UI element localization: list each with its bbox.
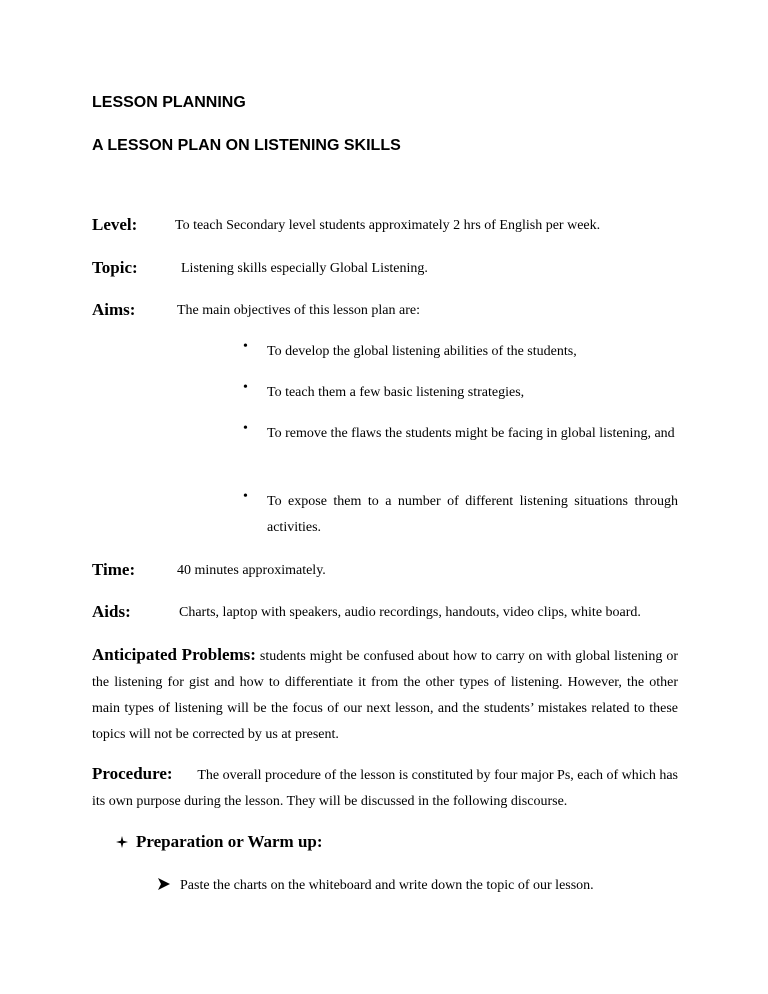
aims-bullet (243, 339, 678, 365)
aims-bullet (243, 380, 678, 406)
anticipated-problems-text: students might be confused about how to carry on with global listening or the listening for gist and how to differentiate it from the other types of listening. However, the other main types of listening will be the focus of our next lesson, and the students’ mistakes related to these topics will not be corrected by us at present. (92, 649, 678, 742)
aims-bullet (243, 489, 678, 541)
preparation-heading (116, 832, 323, 852)
topic-value: Listening skills especially Global Listening. (181, 261, 428, 276)
topic-label: Topic: (92, 258, 138, 277)
anticipated-problems-label: Anticipated Problems: (92, 645, 256, 664)
diamond-bullet-icon (116, 836, 128, 848)
aims-value: The main objectives of this lesson plan are: (177, 303, 420, 318)
document-subtitle: A LESSON PLAN ON LISTENING SKILLS (92, 137, 401, 154)
bullet-dot-icon: • (243, 489, 248, 504)
aims-bullet (243, 421, 678, 447)
bullet-dot-icon: • (243, 380, 248, 395)
aims-bullet-text: To expose them to a number of different listening situations through activities. (267, 494, 678, 535)
level-label: Level: (92, 215, 138, 234)
document-title: LESSON PLANNING (92, 94, 246, 111)
time-label: Time: (92, 560, 136, 579)
aims-bullet-text: To develop the global listening abilities of the students, (267, 344, 577, 359)
preparation-heading-text: Preparation or Warm up: (136, 832, 323, 851)
procedure-label: Procedure: (92, 764, 173, 783)
preparation-item (158, 877, 594, 894)
preparation-item-text: Paste the charts on the whiteboard and write down the topic of our lesson. (180, 878, 594, 893)
aids-value: Charts, laptop with speakers, audio recordings, handouts, video clips, white board. (179, 605, 641, 620)
bullet-dot-icon: • (243, 421, 248, 436)
aims-label: Aims: (92, 300, 136, 319)
aims-bullet-text: To remove the flaws the students might be facing in global listening, and (267, 426, 675, 441)
aids-label: Aids: (92, 602, 131, 621)
procedure-text: The overall procedure of the lesson is constituted by four major Ps, each of which has its own purpose during the lesson. They will be discussed in the following discourse. (92, 768, 679, 809)
procedure-paragraph (92, 761, 678, 815)
anticipated-problems-paragraph (92, 642, 678, 748)
time-value: 40 minutes approximately. (177, 563, 326, 578)
bullet-dot-icon: • (243, 339, 248, 354)
aims-bullet-text: To teach them a few basic listening strategies, (267, 385, 525, 400)
level-value: To teach Secondary level students approximately 2 hrs of English per week. (175, 218, 601, 233)
arrow-bullet-icon (158, 878, 170, 890)
